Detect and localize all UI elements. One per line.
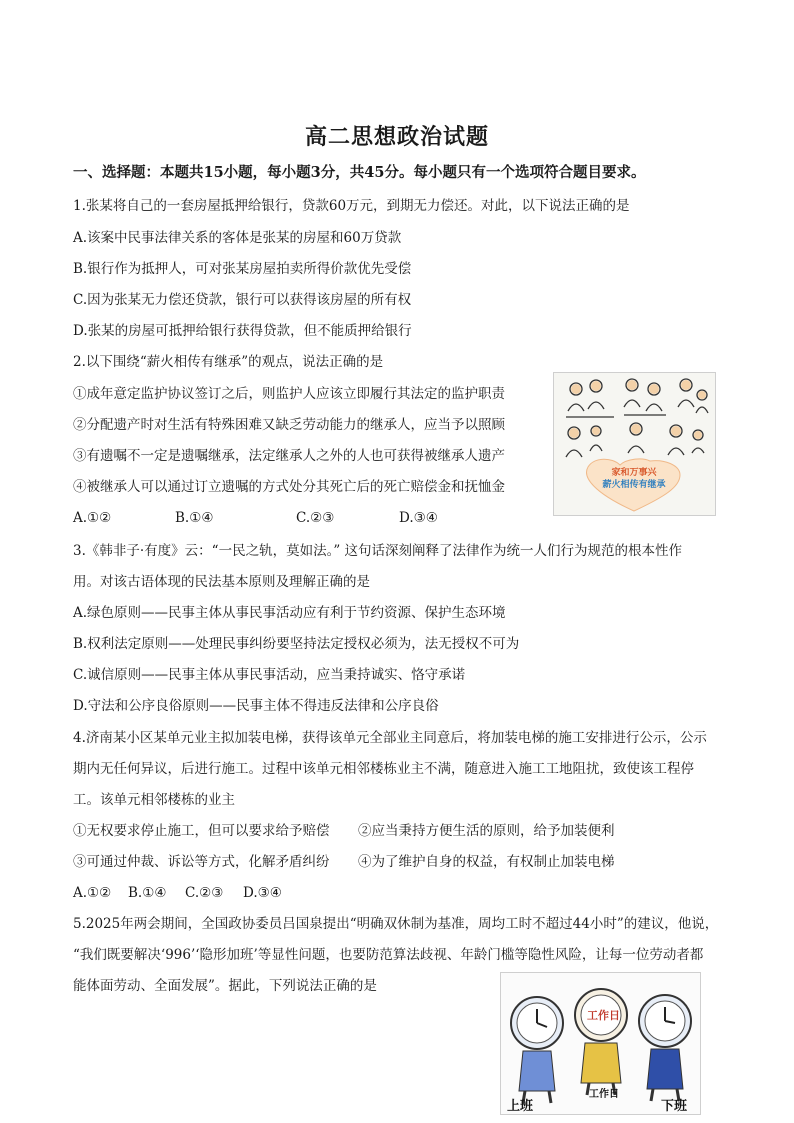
q5-stem-line-1: 5.2025年两会期间，全国政协委员吕国泉提出“明确双休制为基准，周均工时不超过44小时”的建议，他说， <box>73 916 719 932</box>
q1-option-b: B.银行作为抵押人，可对张某房屋拍卖所得价款优先受偿 <box>73 261 412 277</box>
q4-statements-row-1 <box>73 821 615 841</box>
q2-statement-4: ④被继承人可以通过订立遗嘱的方式处分其死亡后的死亡赔偿金和抚恤金 <box>73 479 505 495</box>
q4-statements-row-2 <box>73 852 615 872</box>
caption-line-1: 家和万事兴 <box>611 468 657 478</box>
q2-statement-1: ①成年意定监护协议签订之后，则监护人应该立即履行其法定的监护职责 <box>73 386 505 402</box>
q1-option-d: D.张某的房屋可抵押给银行获得贷款，但不能质押给银行 <box>73 323 412 339</box>
q4-option-a: A.①② <box>73 885 112 901</box>
caption-line-2: 薪火相传有继承 <box>602 480 666 490</box>
q3-option-b: B.权利法定原则——处理民事纠纷要坚持法定授权必须为，法无授权不可为 <box>73 636 520 652</box>
q3-option-c: C.诚信原则——民事主体从事民事活动，应当秉持诚实、恪守承诺 <box>73 667 466 683</box>
q3-option-a: A.绿色原则——民事主体从事民事活动应有利于节约资源、保护生态环境 <box>73 605 506 621</box>
q5-stem-line-3: 能体面劳动、全面发展”。据此，下列说法正确的是 <box>73 978 377 994</box>
section-heading: 一、选择题：本题共15小题，每小题3分，共45分。每小题只有一个选项符合题目要求。 <box>73 164 646 181</box>
q4-stem-line-2: 期内无任何异议，后进行施工。过程中该单元相邻楼栋业主不满，随意进入施工工地阻扰，致使该工程停 <box>73 761 694 777</box>
q2-statement-3: ③有遗嘱不一定是遗嘱继承，法定继承人之外的人也可获得被继承人遗产 <box>73 448 505 464</box>
q4-stem-line-1: 4.济南某小区某单元业主拟加装电梯，获得该单元全部业主同意后，将加装电梯的施工安排进行公示，公示 <box>73 730 707 746</box>
family-drawing <box>554 373 715 515</box>
q2-option-d: D.③④ <box>399 510 438 526</box>
q5-stem-line-2: “我们既要解决‘996’‘隐形加班’等显性问题，也要防范算法歧视、年龄门槛等隐性风险，让每一位劳动者都 <box>73 947 704 963</box>
q4-statement-4: ④为了维护自身的权益，有权制止加装电梯 <box>358 854 615 870</box>
label-start-work: 上班 <box>507 1099 534 1114</box>
q2-stem: 2.以下围绕“薪火相传有继承”的观点，说法正确的是 <box>73 354 384 370</box>
q4-statement-3: ③可通过仲裁、诉讼等方式，化解矛盾纠纷 <box>73 854 330 870</box>
q2-option-a: A.①② <box>73 510 112 526</box>
page-title: 高二思想政治试题 <box>304 124 489 150</box>
label-workday: 工作日 <box>589 1089 619 1100</box>
q1-stem: 1.张某将自己的一套房屋抵押给银行，贷款60万元，到期无力偿还。对此，以下说法正确的是 <box>73 198 630 214</box>
q4-option-b: B.①④ <box>128 885 167 901</box>
q1-option-c: C.因为张某无力偿还贷款，银行可以获得该房屋的所有权 <box>73 292 412 308</box>
q1-option-a: A.该案中民事法律关系的客体是张某的房屋和60万贷款 <box>73 230 402 246</box>
label-end-work: 下班 <box>661 1099 688 1114</box>
q2-option-c: C.②③ <box>296 510 335 526</box>
q4-statement-2: ②应当秉持方便生活的原则，给予加装便利 <box>358 823 615 839</box>
q4-option-d: D.③④ <box>243 885 282 901</box>
q2-options <box>73 508 438 528</box>
q3-stem-line-1: 3.《韩非子·有度》云：“一民之轨，莫如法。” 这句话深刻阐释了法律作为统一人们行为规范的根本性作 <box>73 543 683 559</box>
clock-center-label: 工作日 <box>587 1009 620 1022</box>
q4-option-c: C.②③ <box>185 885 224 901</box>
q4-statement-1: ①无权要求停止施工，但可以要求给予赔偿 <box>73 823 330 839</box>
q3-stem-line-2: 用。对该古语体现的民法基本原则及理解正确的是 <box>73 574 370 590</box>
q2-statement-2: ②分配遗产时对生活有特殊困难又缺乏劳动能力的继承人，应当予以照顾 <box>73 417 505 433</box>
q4-options <box>73 883 282 903</box>
family-caption <box>588 467 680 491</box>
q4-stem-line-3: 工。该单元相邻楼栋的业主 <box>73 792 235 808</box>
q3-option-d: D.守法和公序良俗原则——民事主体不得违反法律和公序良俗 <box>73 698 439 714</box>
clock-workers-illustration <box>500 972 701 1115</box>
q2-option-b: B.①④ <box>175 510 214 526</box>
family-illustration <box>553 372 716 516</box>
